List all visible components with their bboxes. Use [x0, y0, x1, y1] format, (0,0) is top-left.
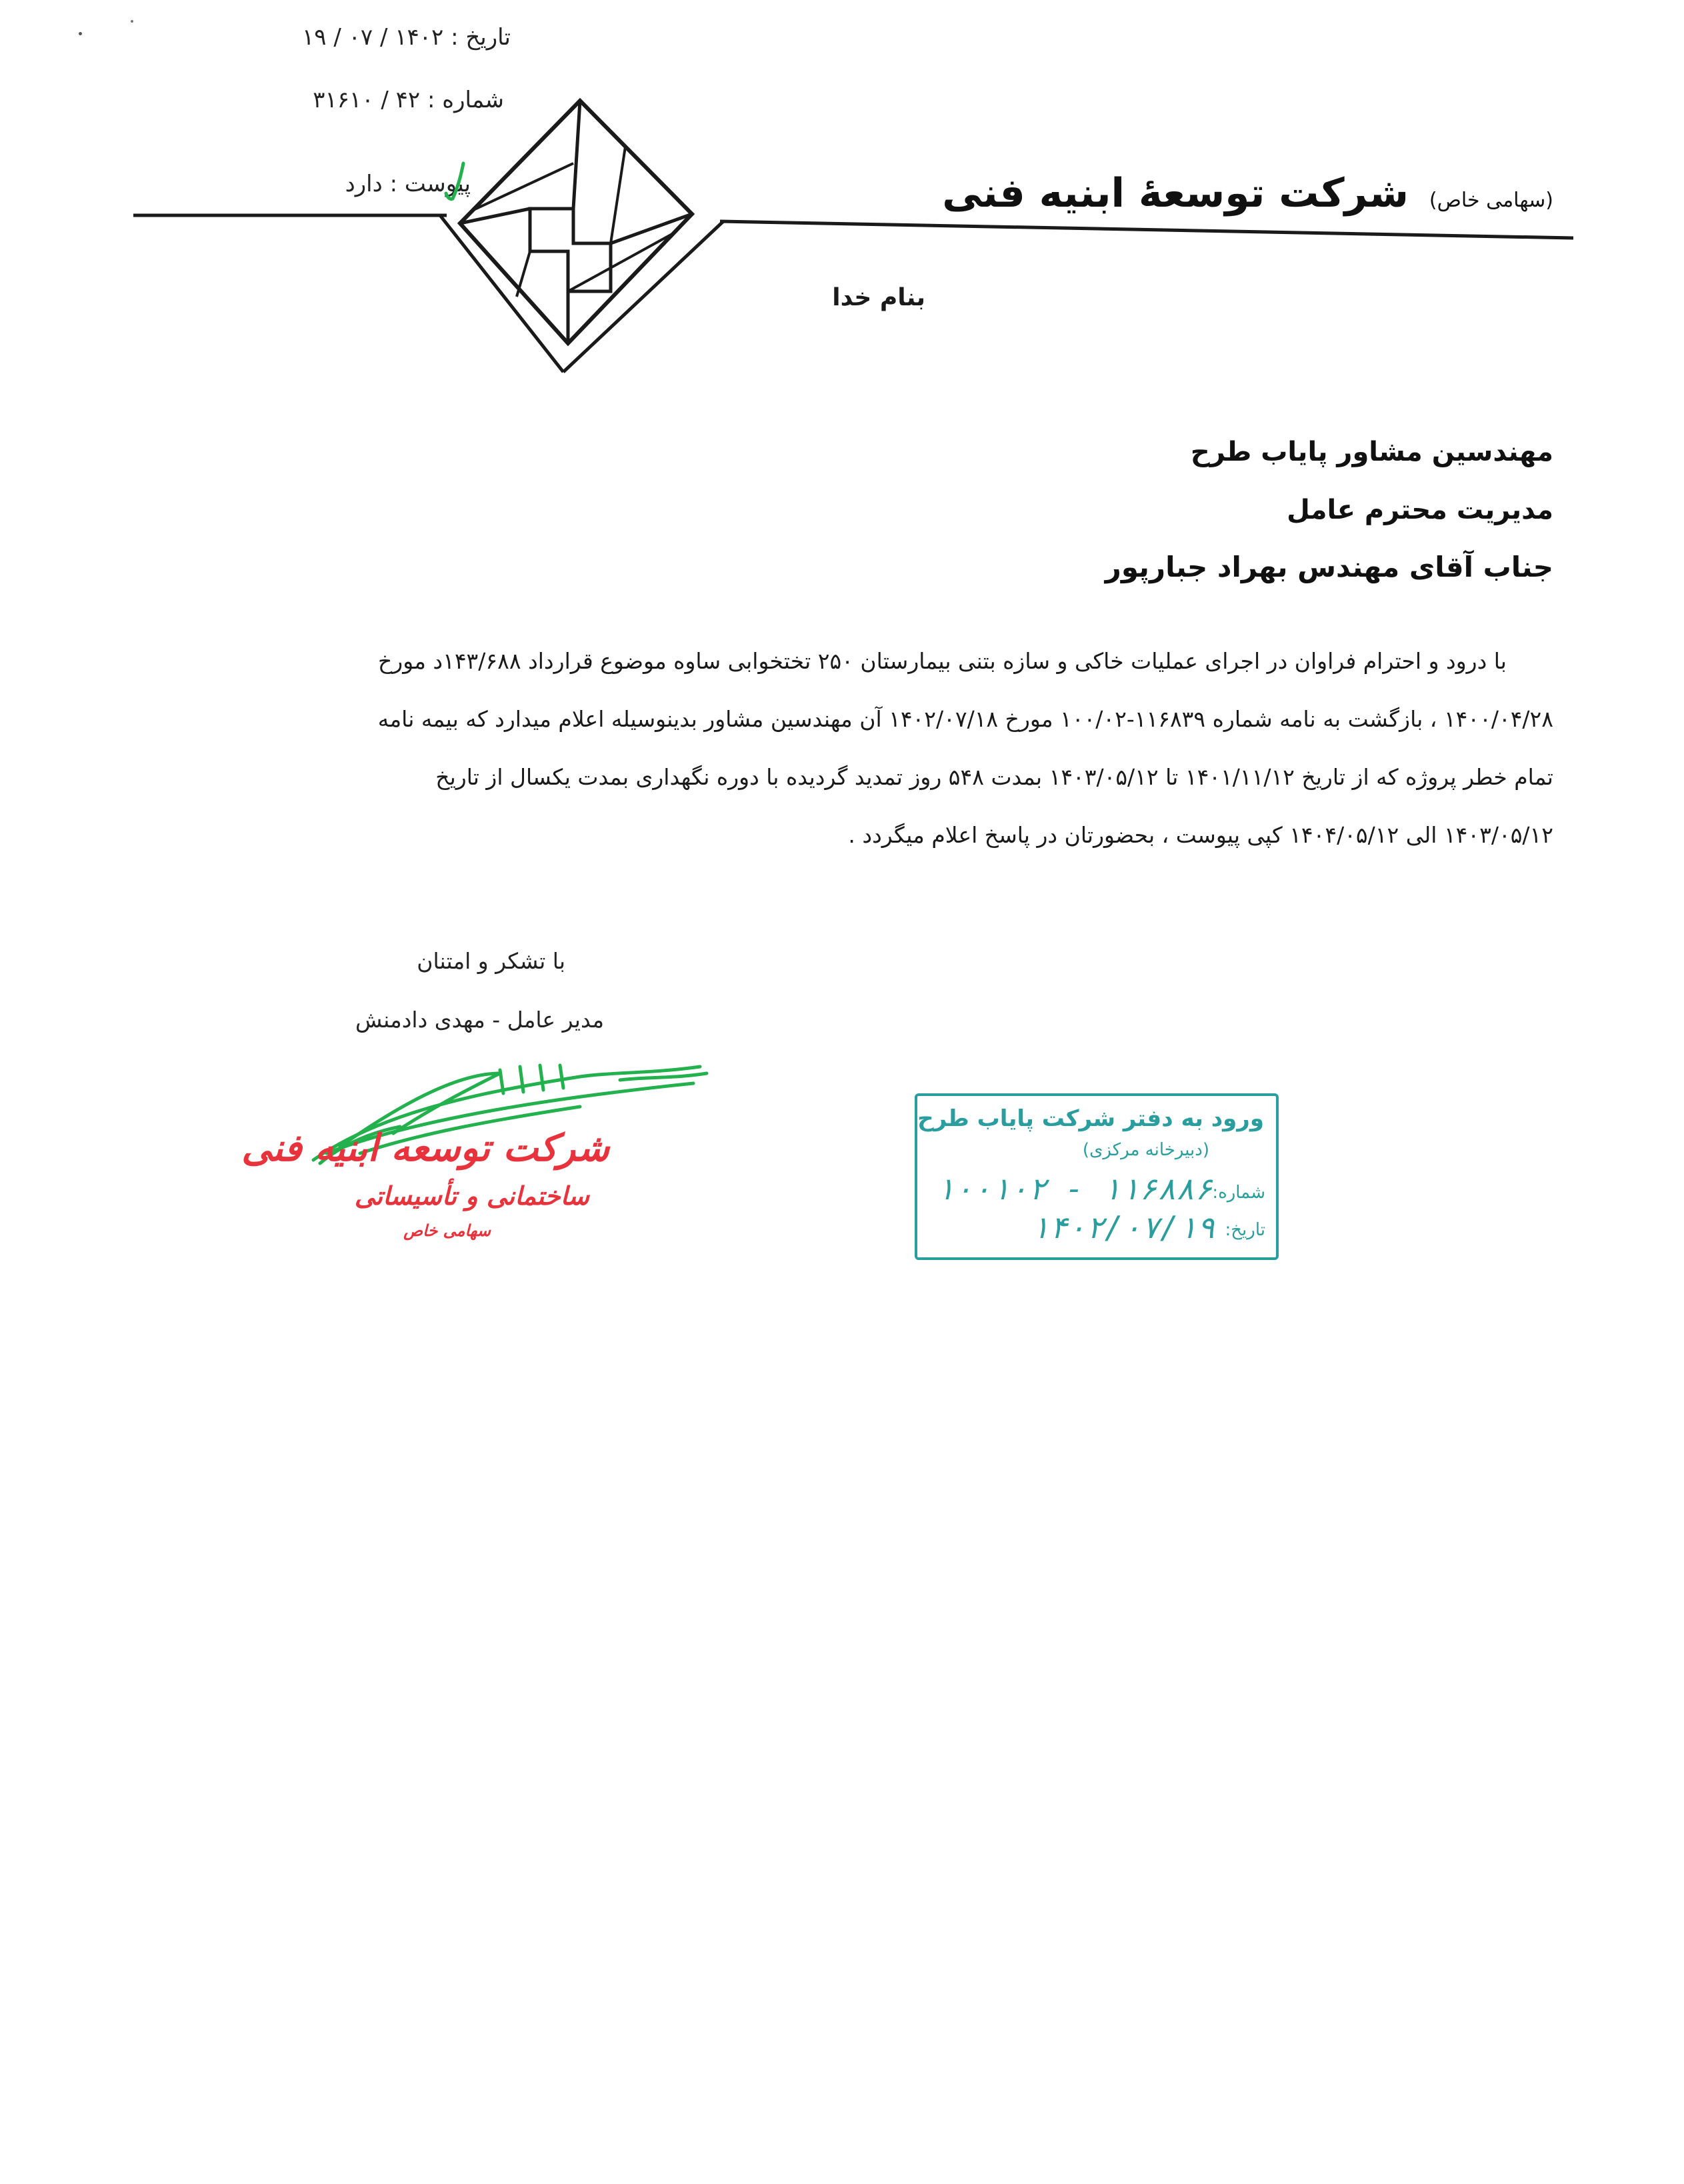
body-line-3: تمام خطر پروژه که از تاریخ ۱۴۰۱/۱۱/۱۲ تا ۱۴۰۳/۰۵/۱۲ بمدت ۵۴۸ روز تمدید گردیده با دوره نگهداری بمدت یکسال از تاریخ — [435, 764, 1553, 790]
body-line-4: ۱۴۰۳/۰۵/۱۲ الی ۱۴۰۴/۰۵/۱۲ کپی پیوست ، بحضورتان در پاسخ اعلام میگردد . — [848, 822, 1553, 848]
seal-company-type: سهامی خاص — [403, 1221, 491, 1240]
seal-company-name: شرکت توسعه ابنیه فنی — [241, 1127, 609, 1170]
stamp-date-value: ۱۴۰۲/۰۷/۱۹ — [1031, 1209, 1215, 1245]
company-logo — [453, 97, 700, 357]
scan-speck — [131, 20, 133, 23]
number-value: ۴۲ / ۳۱۶۱۰ — [313, 87, 421, 113]
stamp-number-value: ۱۱۶۸۸۶ - ۱۰۰۱۰۲ — [936, 1171, 1213, 1207]
recipient-company: مهندسین مشاور پایاب طرح — [1190, 437, 1553, 467]
company-title: شرکت توسعۀ ابنیه فنی — [942, 170, 1409, 217]
closing-thanks: با تشکر و امتنان — [417, 948, 565, 974]
company-type: (سهامی خاص) — [1429, 189, 1553, 212]
number-label: شماره : — [427, 87, 504, 113]
date-value: ۱۴۰۲ / ۰۷ / ۱۹ — [302, 24, 444, 51]
stamp-date-label: تاریخ: — [1225, 1220, 1265, 1240]
seal-activity: ساختمانی و تأسیساتی — [354, 1181, 589, 1211]
recipient-person: جناب آقای مهندس بهراد جبارپور — [1105, 551, 1553, 583]
letter-body — [133, 632, 1553, 864]
attachment-label: پیوست : — [389, 171, 471, 197]
scan-speck — [79, 32, 82, 35]
invocation: بنام خدا — [832, 284, 925, 311]
company-name — [942, 170, 1553, 217]
attachment-value: دارد — [345, 171, 383, 197]
date-label: تاریخ : — [451, 24, 511, 51]
stamp-number-label: شماره: — [1212, 1183, 1265, 1203]
stamp-subtitle: (دبیرخانه مرکزی) — [1082, 1140, 1209, 1160]
body-line-1: با درود و احترام فراوان در اجرای عملیات خاکی و سازه بتنی بیمارستان ۲۵۰ تختخوابی ساوه موضوع قرارداد ۱۴۳/۶۸۸د مورخ — [377, 648, 1507, 674]
body-line-2: ۱۴۰۰/۰۴/۲۸ ، بازگشت به نامه شماره ۱۱۶۸۳۹-۱۰۰/۰۲ مورخ ۱۴۰۲/۰۷/۱۸ آن مهندسین مشاور بدینوسیله اعلام میدارد که بیمه نامه — [377, 706, 1553, 732]
closing-signer: مدیر عامل - مهدی دادمنش — [355, 1007, 604, 1033]
receipt-stamp — [915, 1093, 1279, 1260]
recipient-department: مدیریت محترم عامل — [1287, 495, 1553, 525]
stamp-title: ورود به دفتر شرکت پایاب طرح — [917, 1105, 1264, 1132]
